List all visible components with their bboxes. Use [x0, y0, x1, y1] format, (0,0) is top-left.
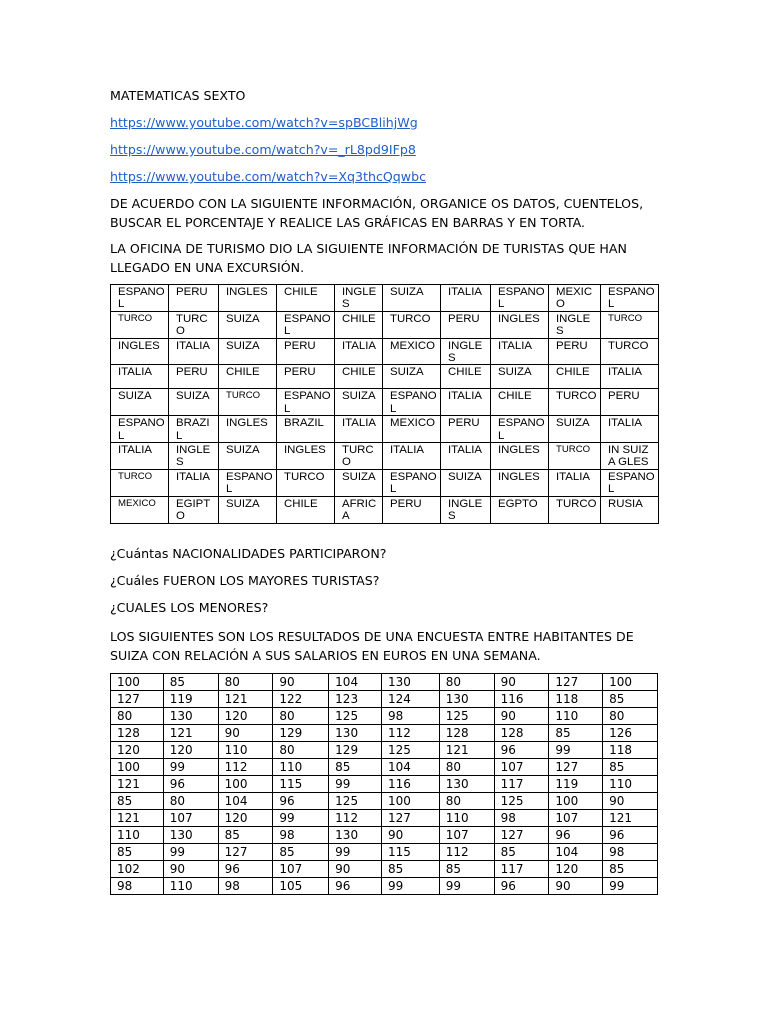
table-cell: PERU — [601, 389, 659, 416]
table-cell: 99 — [163, 759, 218, 776]
table-cell: 110 — [163, 878, 218, 895]
table-row — [111, 810, 658, 827]
question-1: ¿Cuántas NACIONALIDADES PARTICIPARON? — [110, 546, 387, 561]
salary-table — [110, 673, 658, 895]
table-cell: CHILE — [335, 365, 383, 389]
table-cell: 99 — [603, 878, 658, 895]
table-cell: PERU — [277, 365, 335, 389]
table-cell: PERU — [383, 496, 441, 523]
table-cell: INGLES — [491, 311, 549, 338]
video-link-1[interactable] — [110, 113, 655, 132]
table-cell: 120 — [549, 861, 603, 878]
table-cell: 98 — [111, 878, 164, 895]
table-cell: 90 — [494, 674, 549, 691]
table-cell: ESPANOL — [383, 389, 441, 416]
table-cell: 110 — [273, 759, 329, 776]
table-cell: 80 — [439, 759, 494, 776]
table-cell: 110 — [603, 776, 658, 793]
table-cell: SUIZA — [219, 496, 277, 523]
table-cell: SUIZA — [111, 389, 169, 416]
table-cell: 130 — [439, 776, 494, 793]
table-cell: 90 — [549, 878, 603, 895]
table-cell: INGLES — [111, 338, 169, 365]
table-row — [111, 469, 659, 496]
table-cell: PERU — [441, 311, 491, 338]
table-cell: 130 — [381, 674, 439, 691]
table-cell: 121 — [218, 691, 273, 708]
table-cell: 85 — [603, 691, 658, 708]
table-cell: ITALIA — [169, 469, 219, 496]
table-cell: 125 — [494, 793, 549, 810]
instruction-paragraph: DE ACUERDO CON LA SIGUIENTE INFORMACIÓN, ORGANICE OS DATOS, CUENTELOS, BUSCAR EL PORCENTAJE Y REALICE LAS GRÁFICAS EN BARRAS Y EN TORTA. — [110, 196, 644, 230]
table-cell: 85 — [163, 674, 218, 691]
table-row — [111, 389, 659, 416]
table-row — [111, 365, 659, 389]
table-cell: ESPANOL — [111, 285, 169, 312]
table-cell: INGLES — [491, 469, 549, 496]
table-cell: 105 — [273, 878, 329, 895]
table-cell: 99 — [273, 810, 329, 827]
table-cell: 121 — [603, 810, 658, 827]
table-cell: 90 — [218, 725, 273, 742]
table-cell: 100 — [111, 759, 164, 776]
table-cell: SUIZA — [169, 389, 219, 416]
table-cell: SUIZA — [219, 338, 277, 365]
table-cell: SUIZA — [549, 416, 601, 443]
table-cell: 80 — [273, 742, 329, 759]
table-cell: 118 — [603, 742, 658, 759]
table-cell: 85 — [218, 827, 273, 844]
table-cell: MEXICO — [383, 338, 441, 365]
table-cell: 99 — [329, 776, 382, 793]
table-row — [111, 776, 658, 793]
table-cell: CHILE — [277, 496, 335, 523]
table-cell: 125 — [439, 708, 494, 725]
table-cell: PERU — [549, 338, 601, 365]
table-cell: SUIZA — [219, 311, 277, 338]
table-cell: SUIZA — [383, 365, 441, 389]
table-cell: 120 — [218, 708, 273, 725]
table-cell: 102 — [111, 861, 164, 878]
table-cell: 100 — [549, 793, 603, 810]
table-cell: ITALIA — [441, 443, 491, 470]
table-row — [111, 496, 659, 523]
table-cell: 90 — [381, 827, 439, 844]
table-cell: 127 — [381, 810, 439, 827]
table-cell: ITALIA — [111, 443, 169, 470]
table-cell: MEXICO — [383, 416, 441, 443]
table-cell: 130 — [163, 827, 218, 844]
table-cell: ESPANOL — [277, 389, 335, 416]
table-cell: ITALIA — [441, 389, 491, 416]
table-cell: ITALIA — [491, 338, 549, 365]
table-cell: 117 — [494, 776, 549, 793]
table-cell: 99 — [329, 844, 382, 861]
table-cell: TURCO — [549, 496, 601, 523]
table-cell: AFRICA — [335, 496, 383, 523]
table-cell: 96 — [494, 742, 549, 759]
table-cell: 85 — [381, 861, 439, 878]
table-cell: 90 — [494, 708, 549, 725]
table-cell: INGLES — [441, 496, 491, 523]
table-cell: 107 — [273, 861, 329, 878]
table-cell: 127 — [111, 691, 164, 708]
table-cell: 129 — [273, 725, 329, 742]
table-cell: TURCO — [601, 311, 659, 338]
table-cell: CHILE — [335, 311, 383, 338]
table-cell: ITALIA — [335, 338, 383, 365]
table-cell: 85 — [603, 861, 658, 878]
video-link-1-text[interactable]: https://www.youtube.com/watch?v=spBCBlihjWg — [110, 115, 418, 130]
table-cell: 117 — [494, 861, 549, 878]
video-link-3[interactable] — [110, 167, 655, 186]
table-cell: 124 — [381, 691, 439, 708]
table-cell: 104 — [381, 759, 439, 776]
table-cell: 80 — [439, 674, 494, 691]
table-cell: ITALIA — [441, 285, 491, 312]
table-cell: 99 — [549, 742, 603, 759]
question-2: ¿Cuáles FUERON LOS MAYORES TURISTAS? — [110, 573, 380, 588]
table-row — [111, 759, 658, 776]
table-cell: CHILE — [549, 365, 601, 389]
table-cell: ESPANOL — [277, 311, 335, 338]
table-cell: SUIZA — [441, 469, 491, 496]
table-cell: 128 — [111, 725, 164, 742]
table-cell: ITALIA — [169, 338, 219, 365]
table-cell: 121 — [439, 742, 494, 759]
table-cell: 127 — [549, 759, 603, 776]
survey-intro-paragraph: LOS SIGUIENTES SON LOS RESULTADOS DE UNA ENCUESTA ENTRE HABITANTES DE SUIZA CON RELACIÓN A SUS SALARIOS EN EUROS EN UNA SEMANA. — [110, 629, 634, 663]
table-cell: CHILE — [441, 365, 491, 389]
table-cell: EGPTO — [491, 496, 549, 523]
table-cell: 99 — [439, 878, 494, 895]
table-cell: PERU — [441, 416, 491, 443]
page-title: MATEMATICAS SEXTO — [110, 88, 246, 103]
table-cell: 112 — [439, 844, 494, 861]
table-cell: 85 — [111, 793, 164, 810]
table-cell: TURCO — [111, 311, 169, 338]
table-row — [111, 708, 658, 725]
table-cell: INGLES — [277, 443, 335, 470]
table-cell: 85 — [111, 844, 164, 861]
table-cell: 90 — [273, 674, 329, 691]
table-cell: 129 — [329, 742, 382, 759]
table-cell: 85 — [603, 759, 658, 776]
table-cell: TURCO — [111, 469, 169, 496]
video-link-2-text[interactable]: https://www.youtube.com/watch?v=_rL8pd9IFp8 — [110, 142, 416, 157]
table-cell: TURCO — [169, 311, 219, 338]
table-cell: ITALIA — [549, 469, 601, 496]
table-cell: 85 — [439, 861, 494, 878]
table-row — [111, 285, 659, 312]
table-cell: 98 — [273, 827, 329, 844]
table-cell: 85 — [329, 759, 382, 776]
table-cell: SUIZA — [491, 365, 549, 389]
table-cell: 96 — [329, 878, 382, 895]
table-cell: 112 — [381, 725, 439, 742]
table-cell: MEXICO — [549, 285, 601, 312]
table-cell: CHILE — [219, 365, 277, 389]
table-cell: ITALIA — [601, 365, 659, 389]
table-row — [111, 416, 659, 443]
table-cell: 96 — [218, 861, 273, 878]
table-cell: SUIZA — [335, 469, 383, 496]
table-cell: 127 — [218, 844, 273, 861]
table-cell: 104 — [218, 793, 273, 810]
table-cell: 112 — [329, 810, 382, 827]
table-cell: 118 — [549, 691, 603, 708]
table-cell: INGLES — [335, 285, 383, 312]
table-row — [111, 311, 659, 338]
question-3: ¿CUALES LOS MENORES? — [110, 600, 269, 615]
table-cell: 96 — [273, 793, 329, 810]
table-cell: INGLES — [219, 416, 277, 443]
table-cell: 96 — [549, 827, 603, 844]
table-row — [111, 674, 658, 691]
table-cell: 128 — [494, 725, 549, 742]
table-cell: SUIZA — [383, 285, 441, 312]
table-cell: 100 — [603, 674, 658, 691]
table-cell: 115 — [273, 776, 329, 793]
table-cell: ESPANOL — [219, 469, 277, 496]
table-cell: 80 — [273, 708, 329, 725]
table-cell: 90 — [329, 861, 382, 878]
table-cell: TURCO — [601, 338, 659, 365]
table-cell: 98 — [381, 708, 439, 725]
table-cell: 80 — [603, 708, 658, 725]
table-cell: TURCO — [549, 389, 601, 416]
table-cell: ITALIA — [335, 416, 383, 443]
table-row — [111, 338, 659, 365]
table-cell: CHILE — [277, 285, 335, 312]
table-cell: 98 — [218, 878, 273, 895]
table-cell: TURCO — [549, 443, 601, 470]
table-cell: RUSIA — [601, 496, 659, 523]
table-cell: 116 — [494, 691, 549, 708]
table-cell: 116 — [381, 776, 439, 793]
table-cell: 120 — [163, 742, 218, 759]
table-cell: 128 — [439, 725, 494, 742]
table-cell: ESPANOL — [601, 469, 659, 496]
table-cell: 119 — [163, 691, 218, 708]
table-cell: 110 — [549, 708, 603, 725]
table-cell: 96 — [163, 776, 218, 793]
table-cell: PERU — [169, 285, 219, 312]
table-cell: INGLES — [441, 338, 491, 365]
table-cell: 80 — [111, 708, 164, 725]
table-cell: 104 — [549, 844, 603, 861]
table-cell: 85 — [549, 725, 603, 742]
table-cell: ESPANOL — [601, 285, 659, 312]
table-cell: 125 — [329, 708, 382, 725]
table-cell: 85 — [273, 844, 329, 861]
table-row — [111, 443, 659, 470]
table-row — [111, 742, 658, 759]
table-cell: 130 — [163, 708, 218, 725]
table-cell: ITALIA — [383, 443, 441, 470]
table-cell: 80 — [439, 793, 494, 810]
table-row — [111, 861, 658, 878]
table-cell: 100 — [381, 793, 439, 810]
table-cell: TURCO — [383, 311, 441, 338]
table-cell: 125 — [329, 793, 382, 810]
table-row — [111, 793, 658, 810]
table-cell: TURCO — [335, 443, 383, 470]
table-cell: ESPANOL — [111, 416, 169, 443]
table-cell: BRAZIL — [169, 416, 219, 443]
table-cell: 98 — [494, 810, 549, 827]
table-cell: 130 — [329, 827, 382, 844]
table-cell: SUIZA — [219, 443, 277, 470]
table-cell: ESPANOL — [491, 416, 549, 443]
table-cell: 110 — [111, 827, 164, 844]
table-cell: MEXICO — [111, 496, 169, 523]
table-cell: 107 — [163, 810, 218, 827]
table-cell: 123 — [329, 691, 382, 708]
table-cell: BRAZIL — [277, 416, 335, 443]
table-cell: 121 — [111, 810, 164, 827]
table-cell: 127 — [494, 827, 549, 844]
table-cell: 85 — [494, 844, 549, 861]
table-row — [111, 844, 658, 861]
table-cell: 119 — [549, 776, 603, 793]
table-cell: 130 — [329, 725, 382, 742]
table-cell: ESPANOL — [491, 285, 549, 312]
table-cell: 100 — [111, 674, 164, 691]
table-cell: PERU — [277, 338, 335, 365]
table-cell: 99 — [163, 844, 218, 861]
table-cell: 126 — [603, 725, 658, 742]
table-cell: 96 — [494, 878, 549, 895]
table-row — [111, 691, 658, 708]
table-row — [111, 878, 658, 895]
table-cell: 98 — [603, 844, 658, 861]
table-cell: INGLES — [549, 311, 601, 338]
tourist-table — [110, 284, 659, 524]
table-cell: INGLES — [169, 443, 219, 470]
table-cell: 127 — [549, 674, 603, 691]
table-cell: 121 — [111, 776, 164, 793]
table-cell: SUIZA — [335, 389, 383, 416]
table-cell: CHILE — [491, 389, 549, 416]
table-cell: 99 — [381, 878, 439, 895]
table-cell: INGLES — [219, 285, 277, 312]
table-cell: 110 — [218, 742, 273, 759]
table-cell: 107 — [439, 827, 494, 844]
tourism-intro-paragraph: LA OFICINA DE TURISMO DIO LA SIGUIENTE INFORMACIÓN DE TURISTAS QUE HAN LLEGADO EN UNA EXCURSIÓN. — [110, 241, 627, 275]
table-cell: 90 — [163, 861, 218, 878]
table-cell: 90 — [603, 793, 658, 810]
table-cell: 96 — [603, 827, 658, 844]
table-cell: 80 — [163, 793, 218, 810]
table-row — [111, 827, 658, 844]
table-cell: ITALIA — [111, 365, 169, 389]
table-cell: INGLES — [491, 443, 549, 470]
table-cell: 130 — [439, 691, 494, 708]
table-cell: 112 — [218, 759, 273, 776]
table-cell: 120 — [218, 810, 273, 827]
table-cell: ITALIA — [601, 416, 659, 443]
table-cell: 122 — [273, 691, 329, 708]
table-cell: EGIPTO — [169, 496, 219, 523]
table-cell: 125 — [381, 742, 439, 759]
table-cell: IN SUIZA GLES — [601, 443, 659, 470]
table-cell: PERU — [169, 365, 219, 389]
table-cell: TURCO — [219, 389, 277, 416]
table-cell: 107 — [549, 810, 603, 827]
table-cell: 100 — [218, 776, 273, 793]
video-link-2[interactable] — [110, 140, 655, 159]
table-cell: 121 — [163, 725, 218, 742]
table-cell: 115 — [381, 844, 439, 861]
video-link-3-text[interactable]: https://www.youtube.com/watch?v=Xq3thcQqwbc — [110, 169, 426, 184]
table-cell: 120 — [111, 742, 164, 759]
table-row — [111, 725, 658, 742]
table-cell: TURCO — [277, 469, 335, 496]
table-cell: 104 — [329, 674, 382, 691]
table-cell: ESPANOL — [383, 469, 441, 496]
table-cell: 80 — [218, 674, 273, 691]
table-cell: 107 — [494, 759, 549, 776]
table-cell: 110 — [439, 810, 494, 827]
